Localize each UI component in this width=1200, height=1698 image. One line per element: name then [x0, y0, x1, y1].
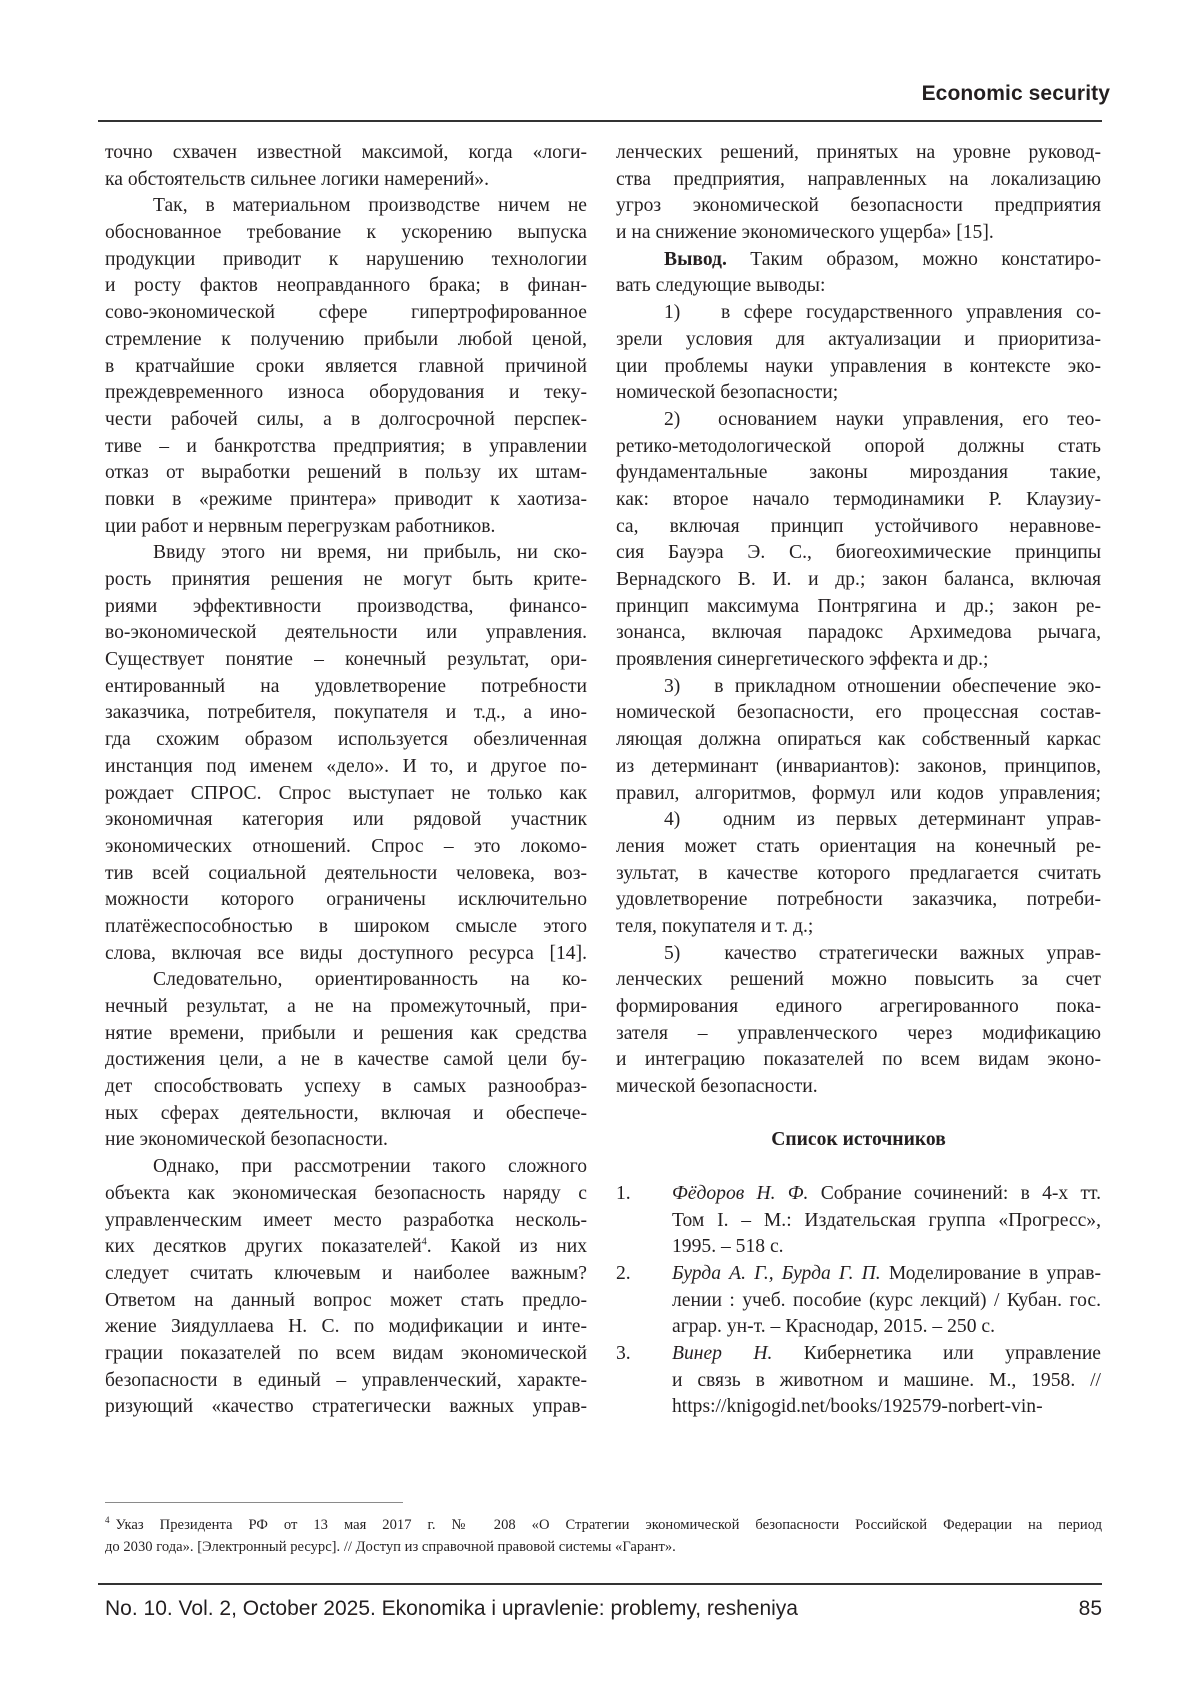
paragraph-first-line: Однако, при рассмотрении такого сложного — [153, 1156, 587, 1178]
text-line: номической безопасности, его процессная состав- — [616, 702, 1101, 724]
text-fragment: Таким образом, можно констатиро- — [726, 248, 1101, 270]
text-line: мической безопасности. — [616, 1076, 818, 1098]
page-number: 85 — [1078, 1597, 1102, 1620]
text-line: сия Бауэра Э. С., биогеохимические принципы — [616, 542, 1101, 564]
reference-url-line[interactable]: https://knigogid.net/books/192579-norbert-vin- — [672, 1396, 1043, 1418]
conclusion-label: Вывод. — [664, 248, 727, 270]
text-line: можности которого ограничены исключительно — [105, 889, 587, 911]
footnote-marker: 4 — [105, 1515, 110, 1526]
text-line: грации показателей по всем видам экономической — [105, 1342, 587, 1364]
reference-number: 1. — [616, 1182, 631, 1204]
footnote-reference-marker[interactable]: 4 — [421, 1236, 427, 1248]
text-line: сово-экономической сфере гипертрофированное — [105, 302, 587, 324]
footnote-first-line — [105, 1515, 1102, 1537]
text-line: ленческих решений можно повысить за счет — [616, 969, 1101, 991]
text-line: рождает СПРОС. Спрос выступает не только как — [105, 782, 587, 804]
conclusion-item-5 — [616, 941, 1101, 968]
text-line: формирования единого агрегированного пока- — [616, 996, 1101, 1017]
text-line: ризующий «качество стратегически важных управ- — [105, 1396, 587, 1418]
text-line-with-footnote — [105, 1234, 587, 1261]
text-line: проявления синергетического эффекта и др.; — [616, 649, 989, 671]
reference-item-3 — [616, 1341, 1101, 1421]
running-header-section-title: Economic security — [921, 82, 1110, 105]
text-line: слова, включая все виды доступного ресурса [14]. — [105, 942, 587, 964]
paragraph-first-line: Так, в материальном производстве ничем не — [153, 195, 587, 217]
text-fragment: в сфере государственного управления со- — [720, 302, 1101, 324]
text-line: Ответом на данный вопрос может стать предло- — [105, 1289, 587, 1311]
text-line: инстанция под именем «дело». И то, и другое по- — [105, 755, 587, 777]
text-line: управленческим имеет место разработка несколь- — [105, 1209, 587, 1231]
text-line: ентированный на удовлетворение потребности — [105, 675, 587, 697]
conclusion-item-3 — [616, 674, 1101, 701]
footnote — [105, 1515, 1102, 1558]
text-line: тив всей социальной деятельности человека, воз- — [105, 862, 587, 884]
text-line: точно схвачен известной максимой, когда «логи- — [105, 142, 587, 163]
text-line: зонанса, включая парадокс Архимедова рычага, — [616, 622, 1101, 644]
conclusion-item-4 — [616, 807, 1101, 834]
text-line: удовлетворение потребности заказчика, потреби- — [616, 889, 1101, 911]
reference-item-1 — [616, 1181, 1101, 1261]
text-line: ляющая должна опираться как собственный каркас — [616, 729, 1101, 751]
text-line: правил, алгоритмов, формул или кодов управления; — [616, 782, 1101, 804]
text-line: как: второе начало термодинамики Р. Клаузиу- — [616, 488, 1101, 510]
spacer — [616, 1154, 1101, 1181]
right-column — [616, 140, 1101, 1421]
text-line: ления может стать ориентация на конечный ре- — [616, 835, 1101, 857]
conclusion-item-2 — [616, 407, 1101, 434]
text-line: достижения цели, а не в качестве самой цели бу- — [105, 1049, 587, 1071]
reference-first-line — [672, 1181, 1101, 1208]
text-line: платёжеспособностью в широком смысле этого — [105, 915, 587, 937]
reference-number: 2. — [616, 1262, 631, 1284]
reference-author: Бурда А. Г., Бурда Г. П. — [672, 1262, 881, 1284]
text-line: следует считать ключевым и наиболее важным? — [105, 1262, 587, 1284]
text-line: экономических отношений. Спрос – это локомо- — [105, 835, 587, 857]
reference-author: Фёдоров Н. Ф. — [672, 1182, 809, 1204]
left-column — [105, 140, 587, 1421]
text-line: во-экономической деятельности или управления. — [105, 622, 587, 644]
text-line: зультат, в качестве которого предлагается считать — [616, 862, 1101, 884]
text-line: и связь в животном и машине. М., 1958. // — [672, 1369, 1101, 1391]
paragraph-first-line: Следовательно, ориентированность на ко- — [153, 969, 587, 991]
reference-author: Винер Н. — [672, 1342, 773, 1364]
text-line: вать следующие выводы: — [616, 275, 826, 297]
text-line: ретико-методологической опорой должны стать — [616, 435, 1101, 457]
text-fragment: Собрание сочинений: в 4-х тт. — [808, 1182, 1101, 1204]
text-line: тиве – и банкротства предприятия; в управлении — [105, 435, 587, 457]
text-line: преждевременного износа оборудования и теку- — [105, 382, 587, 404]
reference-number: 3. — [616, 1342, 631, 1364]
text-line: отказ от выработки решений в пользу их штам- — [105, 462, 587, 484]
text-line: экономичная категория или рядовой участник — [105, 809, 587, 831]
text-line: нятие времени, прибыли и решения как средства — [105, 1022, 587, 1044]
text-fragment: основанием науки управления, его тео- — [717, 408, 1101, 430]
text-line: ции проблемы науки управления в контексте эко- — [616, 355, 1101, 377]
text-fragment: Кибернетика или управление — [772, 1342, 1102, 1364]
references-heading: Список источников — [771, 1129, 946, 1151]
text-line: гда схожим образом используется обезличенная — [105, 729, 587, 751]
item-number: 4) — [664, 809, 681, 831]
text-line: номической безопасности; — [616, 382, 839, 404]
text-line: ленческих решений, принятых на уровне руковод- — [616, 142, 1101, 163]
text-line: объекта как экономическая безопасность наряду с — [105, 1182, 587, 1204]
text-line: аграр. ун-т. – Краснодар, 2015. – 250 с. — [672, 1316, 996, 1338]
text-line: и на снижение экономического ущерба» [15]. — [616, 222, 994, 244]
text-fragment: Указ Президента РФ от 13 мая 2017 г. № 208 «О Стратегии экономической безопасности Российской Федерации на период — [115, 1517, 1102, 1533]
item-number: 2) — [664, 408, 681, 430]
header-divider — [98, 120, 1102, 122]
conclusion-item-1 — [616, 300, 1101, 327]
text-line: ции работ и нервным перегрузкам работников. — [105, 515, 496, 537]
text-line: в кратчайшие сроки является главной причиной — [105, 355, 587, 377]
text-fragment: Моделирование в управ- — [880, 1262, 1101, 1284]
text-line: 1995. – 518 с. — [672, 1236, 784, 1258]
text-line: рость принятия решения не могут быть крите- — [105, 569, 587, 590]
text-line: безопасности в единый – управленческий, характе- — [105, 1369, 587, 1391]
text-line: обоснованное требование к ускорению выпуска — [105, 222, 587, 244]
item-number: 3) — [664, 675, 681, 697]
text-line: чести рабочей силы, а в долгосрочной перспек- — [105, 408, 587, 430]
paragraph-first-line: Ввиду этого ни время, ни прибыль, ни ско- — [153, 542, 587, 564]
text-line: и интеграцию показателей по всем видам эконо- — [616, 1049, 1101, 1071]
text-line: риями эффективности производства, финансо- — [105, 595, 587, 617]
reference-first-line — [672, 1261, 1101, 1288]
text-line: зателя – управленческого через модификацию — [616, 1022, 1101, 1044]
text-line: повки в «режиме принтера» приводит к хаотиза- — [105, 488, 587, 510]
reference-item-2 — [616, 1261, 1101, 1341]
text-line: заказчика, потребителя, покупателя и т.д., а ино- — [105, 702, 587, 724]
text-line: Вернадского В. И. и др.; закон баланса, включая — [616, 569, 1101, 590]
footer-divider — [98, 1583, 1102, 1585]
text-line: теля, покупателя и т. д.; — [616, 915, 814, 937]
text-line: жение Зиядуллаева Н. С. по модификации и инте- — [105, 1316, 587, 1338]
item-number: 1) — [664, 302, 681, 324]
text-fragment: в прикладном отношении обеспечение эко- — [714, 675, 1101, 697]
spacer — [616, 1101, 1101, 1128]
text-line: из детерминант (инвариантов): законов, принципов, — [616, 755, 1101, 777]
text-fragment: одним из первых детерминант управ- — [722, 809, 1101, 831]
text-fragment: качество стратегически важных управ- — [724, 942, 1102, 964]
text-line: стремление к получению прибыли любой ценой, — [105, 328, 587, 350]
text-line: ка обстоятельств сильнее логики намерений». — [105, 168, 490, 190]
text-line: Том I. – М.: Издательская группа «Прогресс», — [672, 1209, 1101, 1231]
text-line: ства предприятия, направленных на локализацию — [616, 168, 1101, 190]
text-line: лении : учеб. пособие (курс лекций) / Кубан. гос. — [672, 1289, 1101, 1311]
text-line: принцип максимума Понтрягина и др.; закон ре- — [616, 595, 1101, 617]
reference-first-line — [672, 1341, 1101, 1368]
footnote-line: до 2030 года». [Электронный ресурс]. // Доступ из справочной правовой системы «Гарант». — [105, 1538, 676, 1555]
text-line: ние экономической безопасности. — [105, 1129, 388, 1151]
text-line: ных сферах деятельности, включая и обеспече- — [105, 1102, 587, 1124]
text-fragment: ких десятков других показателей — [105, 1236, 422, 1258]
text-line: продукции приводит к нарушению технологии — [105, 248, 587, 270]
footnote-divider — [105, 1502, 403, 1503]
conclusion-first-line — [616, 247, 1101, 274]
text-line: угроз экономической безопасности предприятия — [616, 195, 1101, 217]
text-line: Существует понятие – конечный результат, ори- — [105, 649, 587, 671]
footer-journal-info: No. 10. Vol. 2, October 2025. Ekonomika i upravlenie: problemy, resheniya — [105, 1597, 798, 1620]
text-line: дет способствовать успеху в самых разнообраз- — [105, 1076, 587, 1098]
text-line: нечный результат, а не на промежуточный, при- — [105, 996, 587, 1017]
text-line: са, включая принцип устойчивого неравнове- — [616, 515, 1101, 537]
item-number: 5) — [664, 942, 681, 964]
text-line: фундаментальные законы мироздания такие, — [616, 462, 1101, 484]
text-line: и росту фактов неоправданного брака; в финан- — [105, 275, 587, 297]
text-fragment: . Какой из них — [426, 1236, 587, 1258]
text-line: зрели условия для актуализации и приоритиза- — [616, 328, 1101, 350]
